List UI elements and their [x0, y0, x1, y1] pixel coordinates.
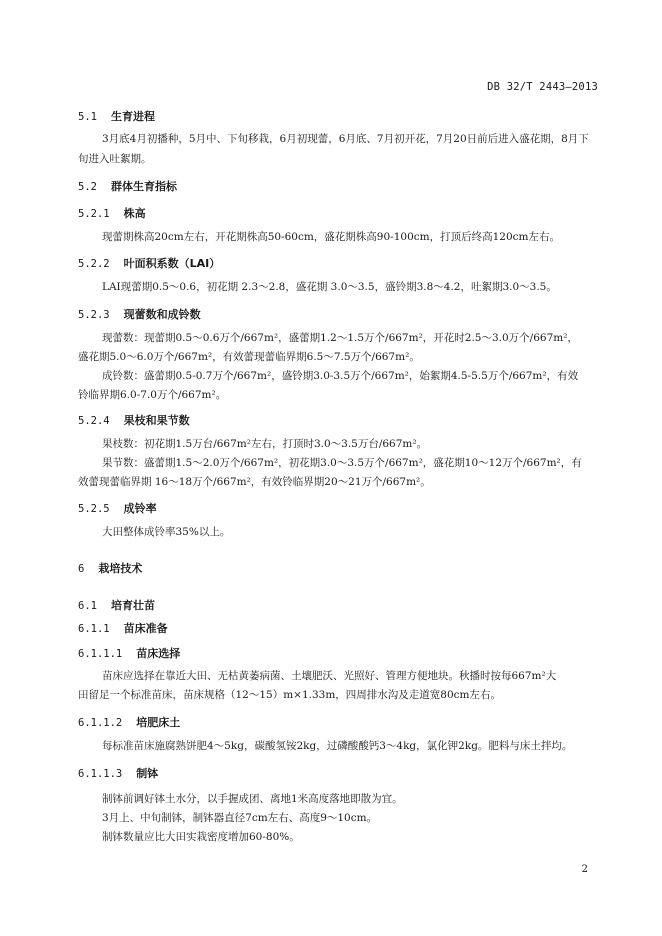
- paragraph-5-2-1: 现蕾期株高20cm左右，开花期株高50-60cm，盛花期株高90-100cm，打顶后终高120cm左右。: [102, 231, 560, 243]
- paragraph-line: 现蕾数：现蕾期0.5～0.6万个/667m²，盛蕾期1.2～1.5万个/667m²，开花时2.5～3.0万个/667m²，: [102, 332, 578, 344]
- heading-5-1: [78, 108, 155, 124]
- paragraph-line: 3月上、中旬制钵，制钵器直径7cm左右、高度9～10cm。: [102, 812, 378, 824]
- heading-number: 5.1: [78, 111, 97, 123]
- heading-number: 6.1.1.2: [78, 717, 123, 729]
- heading-number: 6.1.1.3: [78, 768, 123, 780]
- paragraph-line: 苗床应选择在靠近大田、无枯黄萎病菌、土壤肥沃、光照好、管理方便地块。秋播时按每667m²大: [102, 670, 557, 682]
- heading-5-2: [78, 178, 177, 194]
- heading-number: 5.2.4: [78, 415, 110, 427]
- document-code: DB 32/T 2443—2013: [487, 81, 598, 93]
- heading-number: 5.2.2: [78, 258, 110, 270]
- heading-title: 果枝和果节数: [123, 414, 190, 427]
- heading-6-1: [78, 597, 155, 613]
- paragraph-line: 制钵数量应比大田实栽密度增加60-80%。: [102, 831, 300, 843]
- paragraph-5-2-2: LAI现蕾期0.5～0.6，初花期 2.3～2.8，盛花期 3.0～3.5，盛铃期3.8～4.2，吐絮期3.0～3.5。: [102, 281, 557, 293]
- paragraph-line: 铃临界期6.0-7.0万个/667m²。: [78, 389, 227, 401]
- paragraph-line: 果节数：盛蕾期1.5～2.0万个/667m²，初花期3.0～3.5万个/667m²，盛花期10～12万个/667m²，有: [102, 457, 582, 469]
- heading-6-1-1-2: [78, 714, 180, 730]
- heading-title: 栽培技术: [98, 562, 143, 575]
- heading-title: 株高: [123, 207, 146, 220]
- heading-6-1-1-3: [78, 765, 158, 781]
- paragraph-6-1-1-2: 每标准苗床施腐熟饼肥4～5kg，碳酸氢铵2kg，过磷酸酸钙3～4kg，氯化钾2kg。肥料与床土拌均。: [102, 740, 573, 752]
- page-number: 2: [581, 864, 588, 875]
- heading-5-2-1: [78, 205, 146, 221]
- heading-title: 成铃率: [123, 502, 157, 515]
- paragraph-line: 盛花期5.0～6.0万个/667m²，有效蕾现蕾临界期6.5～7.5万个/667m²。: [78, 351, 420, 363]
- heading-title: 现蕾数和成铃数: [123, 308, 201, 321]
- paragraph-line: 田留足一个标准苗床，苗床规格（12～15）m×1.33m，四周排水沟及走道宽80cm左右。: [78, 689, 502, 701]
- heading-5-2-4: [78, 412, 190, 428]
- paragraph-line: 成铃数：盛蕾期0.5-0.7万个/667m²，盛铃期3.0-3.5万个/667m²，始絮期4.5-5.5万个/667m²，有效: [102, 370, 579, 382]
- heading-title: 叶面积系数（LAI）: [123, 257, 221, 270]
- heading-6-1-1: [78, 620, 168, 636]
- paragraph-5-2-5: 大田整体成铃率35%以上。: [102, 526, 231, 538]
- heading-title: 苗床准备: [123, 622, 168, 635]
- heading-title: 生育进程: [110, 110, 155, 123]
- heading-number: 5.2.3: [78, 309, 110, 321]
- heading-number: 5.2: [78, 181, 97, 193]
- paragraph-5-1: 3月底4月初播种，5月中、下旬移栽，6月初现蕾，6月底、7月初开花，7月20日前后进入盛花期，8月下旬进入吐絮期。: [78, 133, 589, 165]
- paragraph-line: 制钵前调好钵土水分，以手握成团、离地1米高度落地即散为宜。: [102, 793, 403, 805]
- heading-number: 6: [78, 563, 85, 575]
- heading-number: 6.1.1.1: [78, 648, 123, 660]
- heading-number: 6.1.1: [78, 623, 110, 635]
- heading-title: 制钵: [136, 767, 159, 780]
- heading-number: 6.1: [78, 600, 97, 612]
- heading-number: 5.2.5: [78, 503, 110, 515]
- heading-6: [78, 560, 142, 576]
- heading-title: 苗床选择: [136, 647, 181, 660]
- heading-number: 5.2.1: [78, 208, 110, 220]
- heading-5-2-2: [78, 255, 220, 271]
- heading-6-1-1-1: [78, 645, 180, 661]
- heading-5-2-3: [78, 306, 201, 322]
- paragraph-line: 效蕾现蕾临界期 16～18万个/667m²，有效铃临界期20～21万个/667m²。: [78, 476, 431, 488]
- heading-title: 培肥床土: [136, 716, 181, 729]
- heading-title: 群体生育指标: [110, 180, 177, 193]
- heading-5-2-5: [78, 500, 157, 516]
- heading-title: 培育壮苗: [110, 599, 155, 612]
- paragraph-line: 果枝数：初花期1.5万台/667m²左右，打顶时3.0～3.5万台/667m²。: [102, 438, 428, 450]
